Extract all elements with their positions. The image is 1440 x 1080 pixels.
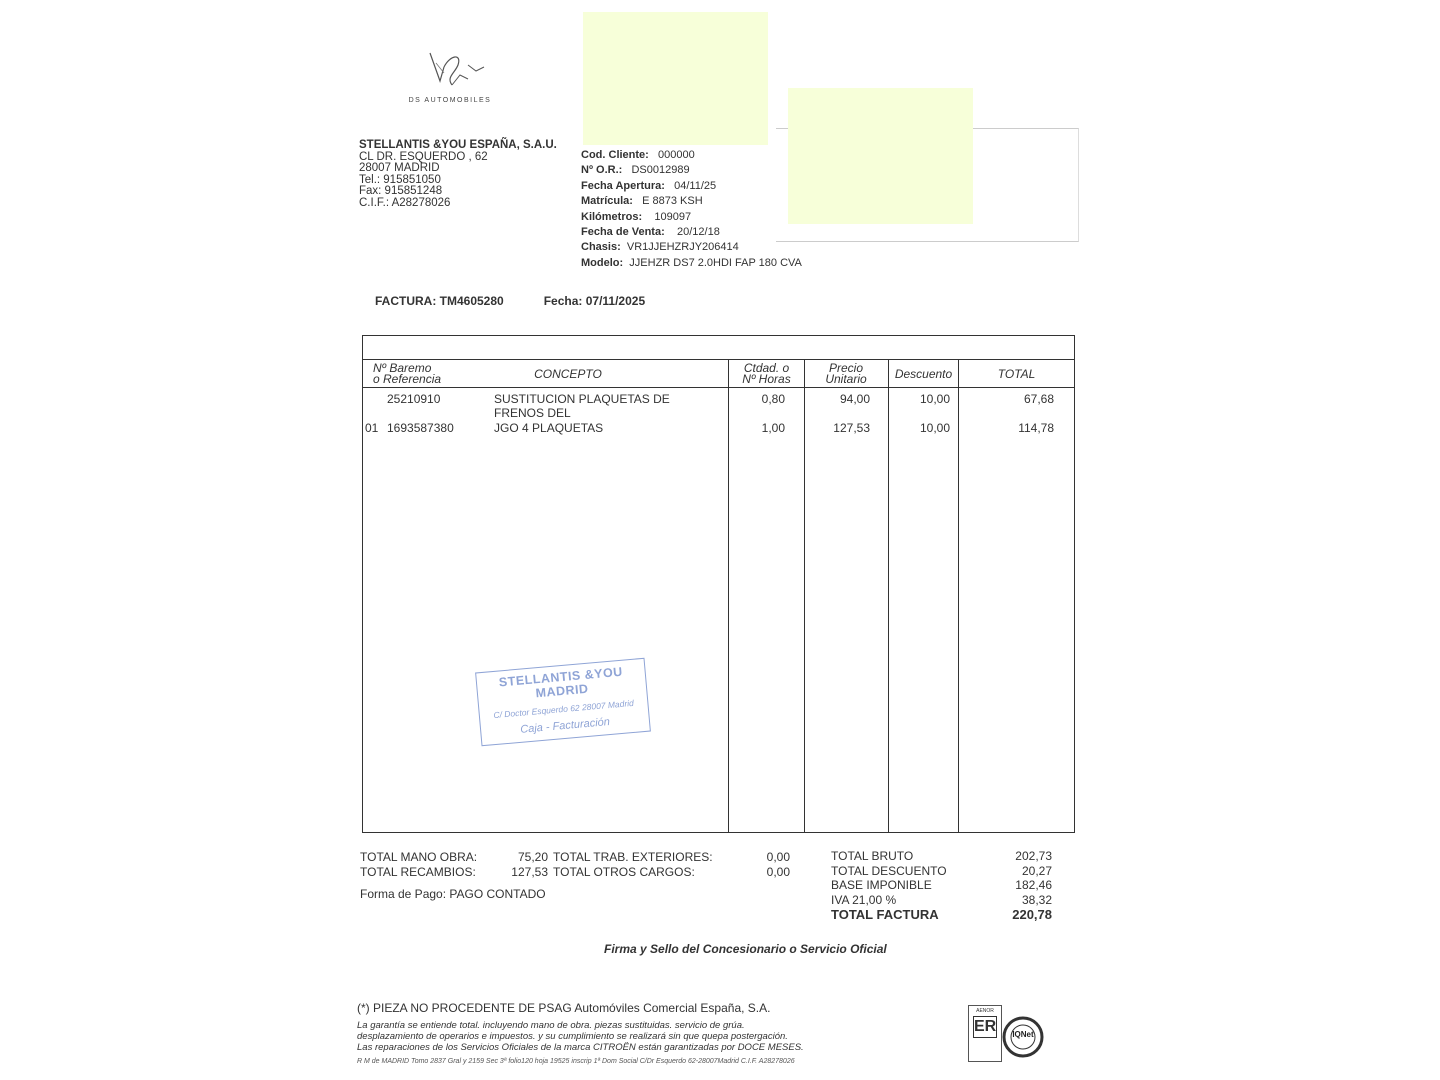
invoice-table (362, 335, 1075, 833)
company-stamp (475, 658, 651, 747)
row-ref: 1693587380 (387, 421, 454, 435)
aenor-badge (968, 1005, 1002, 1062)
mano-obra-label: TOTAL MANO OBRA: (360, 850, 478, 864)
redacted-box (583, 12, 768, 145)
row-concepto: SUSTITUCION PLAQUETAS DE FRENOS DEL (494, 392, 670, 420)
forma-pago-label: Forma de Pago: (360, 887, 447, 901)
row-cantidad: 0,80 (761, 392, 785, 406)
descuento-value: 20,27 (1021, 863, 1052, 878)
signature-caption: Firma y Sello del Concesionario o Servicio Oficial (604, 942, 887, 956)
forma-pago-value: PAGO CONTADO (449, 887, 546, 901)
ds-logo-icon (410, 45, 490, 97)
stamp-line-3: Caja - Facturación (519, 716, 611, 736)
chasis-value: VR1JJEHZRJY206414 (626, 241, 739, 254)
totals-right-values (980, 849, 1052, 923)
row-ref: 25210910 (387, 392, 441, 406)
stamp-line-1: STELLANTIS &YOU MADRID (498, 664, 624, 701)
header-referencia: Nº Baremo o Referencia (373, 361, 442, 386)
vehicle-info (581, 148, 802, 271)
brand-text: DS AUTOMOBILES (408, 97, 492, 104)
mano-obra-value: 75,20 (517, 850, 548, 864)
total-factura-value: 220,78 (1012, 907, 1052, 922)
er-mark: ER (973, 1016, 997, 1038)
cliente-label: Cod. Cliente: (581, 149, 649, 161)
row-prefix: 01 (365, 421, 379, 435)
company-cif: C.I.F.: A28278026 (359, 196, 451, 209)
row-precio: 127,53 (833, 421, 870, 435)
invoice-header (375, 294, 685, 308)
row-total: 114,78 (1018, 421, 1054, 435)
company-tel: Tel.: 915851050 (359, 173, 441, 186)
forma-pago (360, 887, 546, 902)
recambios-value: 127,53 (511, 865, 548, 879)
iva-value: 38,32 (1021, 892, 1052, 907)
company-city: 28007 MADRID (359, 162, 440, 174)
bruto-label: TOTAL BRUTO (831, 849, 914, 863)
or-value: DS0012989 (631, 164, 690, 177)
row-precio: 94,00 (839, 392, 870, 406)
table-divider (363, 359, 1074, 360)
invoice-number: FACTURA: TM4605280 (375, 294, 504, 308)
row-total: 67,68 (1023, 392, 1054, 406)
apertura-label: Fecha Apertura: (581, 179, 665, 192)
footer-note: (*) PIEZA NO PROCEDENTE DE PSAG Automóviles Comercial España, S.A. (357, 1001, 771, 1015)
iva-label: IVA 21,00 % (831, 892, 897, 907)
venta-label: Fecha de Venta: (581, 226, 665, 239)
base-label: BASE IMPONIBLE (831, 878, 932, 892)
descuento-label: TOTAL DESCUENTO (831, 863, 947, 878)
row-cantidad: 1,00 (761, 421, 785, 435)
otros-label: TOTAL OTROS CARGOS: (553, 865, 695, 879)
registry-text: R M de MADRID Tomo 2837 Gral y 2159 Sec 3ª folio120 hoja 19525 inscrip 1ª Dom Social C/Dr Esquerdo 62-28007Madrid C.I.F. A28278026 (357, 1058, 795, 1065)
totals-left (360, 850, 477, 880)
chasis-label: Chasis: (581, 241, 621, 254)
modelo-label: Modelo: (581, 256, 624, 269)
row-descuento: 10,00 (919, 421, 950, 435)
header-cantidad: Ctdad. o Nº Horas (742, 361, 791, 386)
ds-logo (400, 45, 500, 115)
warranty-text: La garantía se entiende total. incluyendo mano de obra. piezas sustituidas. servicio de grúa. desplazamiento de operarios e impuestos. y su cumplimiento se realizará sin que quepa postergación. Las reparaciones de los Servicios Oficiales de la marca CITROËN están garantizadas por DOCE MESES. (357, 1020, 804, 1053)
aenor-text: AENOR (976, 1008, 994, 1014)
trab-ext-value: 0,00 (766, 850, 790, 864)
otros-value: 0,00 (766, 865, 790, 879)
cliente-value: 000000 (658, 149, 695, 161)
totals-middle-values (740, 850, 790, 880)
venta-value: 20/12/18 (677, 226, 720, 239)
km-label: Kilómetros: (581, 210, 643, 223)
company-info (359, 140, 557, 209)
totals-left-values (480, 850, 548, 880)
redacted-box (788, 88, 973, 224)
header-total: TOTAL (997, 367, 1036, 381)
or-label: Nº O.R.: (581, 164, 623, 177)
iqnet-text: IQNet (1012, 1030, 1034, 1039)
km-value: 109097 (654, 210, 692, 223)
trab-ext-label: TOTAL TRAB. EXTERIORES: (553, 850, 713, 864)
row-descuento: 10,00 (919, 392, 950, 406)
apertura-value: 04/11/25 (674, 179, 717, 192)
company-street: CL DR. ESQUERDO , 62 (359, 150, 488, 163)
modelo-value: JJEHZR DS7 2.0HDI FAP 180 CVA (629, 256, 802, 269)
matricula-value: E 8873 KSH (642, 195, 703, 208)
iqnet-badge (1002, 1016, 1044, 1058)
base-value: 182,46 (1015, 878, 1052, 892)
recambios-label: TOTAL RECAMBIOS: (360, 865, 476, 879)
header-descuento: Descuento (894, 367, 953, 381)
company-fax: Fax: 915851248 (359, 185, 443, 197)
total-factura-label: TOTAL FACTURA (831, 907, 939, 922)
header-precio: Precio Unitario (825, 361, 867, 386)
invoice-date: Fecha: 07/11/2025 (543, 294, 646, 308)
company-name: STELLANTIS &YOU ESPAÑA, S.A.U. (359, 139, 557, 151)
header-concepto: CONCEPTO (534, 367, 602, 381)
row-concepto: JGO 4 PLAQUETAS (494, 421, 604, 435)
totals-right (831, 849, 947, 923)
matricula-label: Matrícula: (581, 195, 633, 208)
bruto-value: 202,73 (1015, 849, 1052, 863)
stamp-line-2: C/ Doctor Esquerdo 62 28007 Madrid (493, 697, 635, 721)
table-divider (363, 387, 1074, 388)
totals-middle (553, 850, 713, 880)
